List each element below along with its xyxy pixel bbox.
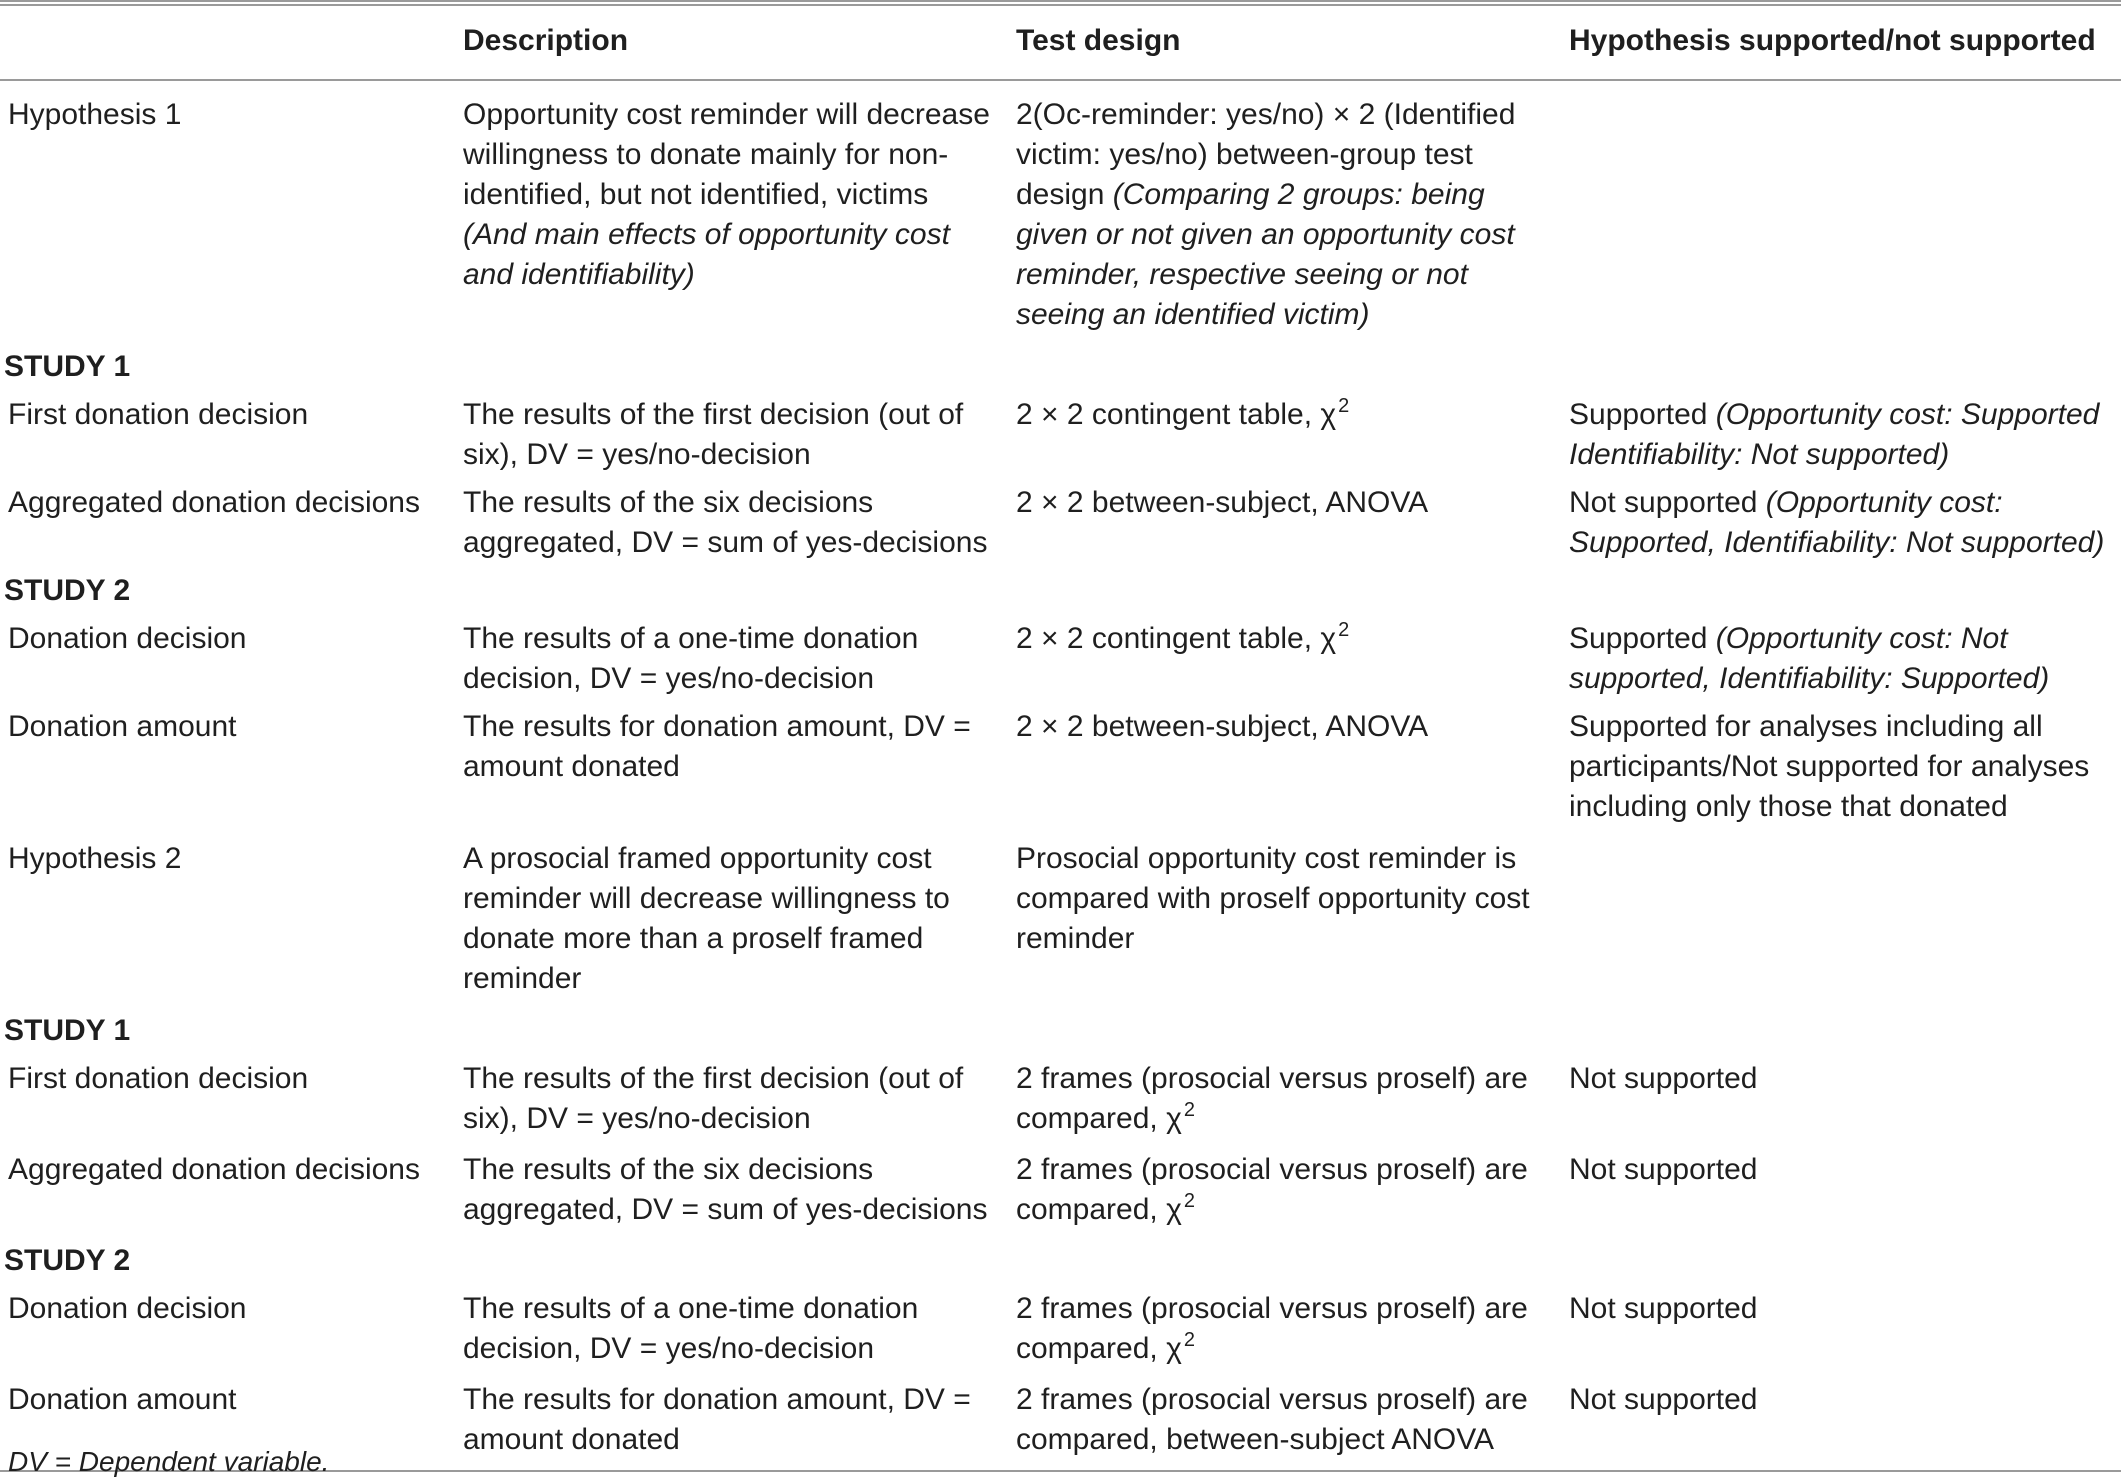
row-result: Not supported <box>1569 1292 1758 1325</box>
row-test-design <box>1008 615 1561 703</box>
row-label: Hypothesis 2 <box>8 842 182 875</box>
row-description: The results of the six decisions aggregated, DV = sum of yes-decisions <box>463 1153 988 1226</box>
result-text: Supported <box>1569 398 1708 431</box>
result-text: Not supported <box>1569 486 1758 519</box>
chi-square-superscript: 2 <box>1183 1329 1195 1351</box>
chi-square-superscript: 2 <box>1338 395 1350 417</box>
row-description: The results of a one-time donation decision, DV = yes/no-decision <box>463 622 919 695</box>
study-heading: STUDY 1 <box>4 350 131 383</box>
header-test-design: Test design <box>1016 24 1181 57</box>
test-design-text: 2 × 2 contingent table, χ <box>1016 622 1337 655</box>
result-note: (Opportunity cost: Supported Identifiability: Not supported) <box>1569 398 2100 471</box>
row-description: A prosocial framed opportunity cost reminder will decrease willingness to donate more than a proself framed reminder <box>463 842 950 995</box>
table-row <box>0 703 2121 835</box>
table-row-hypothesis-2 <box>0 835 2121 1007</box>
test-design-text: 2(Oc-reminder: yes/no) × 2 (Identified victim: yes/no) between-group test design <box>1016 98 1516 211</box>
row-label: Aggregated donation decisions <box>8 486 420 519</box>
table-footnote: DV = Dependent variable. <box>8 1446 330 1477</box>
table-row <box>0 1055 2121 1146</box>
description-text: Opportunity cost reminder will decrease willingness to donate mainly for non-identified, but not identified, victims <box>463 98 990 211</box>
row-label: First donation decision <box>8 398 309 431</box>
description-note: (And main effects of opportunity cost and identifiability) <box>463 218 950 291</box>
row-description: The results of the six decisions aggregated, DV = sum of yes-decisions <box>463 486 988 559</box>
header-blank <box>0 1 455 80</box>
row-test-design <box>1008 1055 1561 1146</box>
study-heading-row <box>0 1237 2121 1285</box>
result-note: (Opportunity cost: Not supported, Identifiability: Supported) <box>1569 622 2050 695</box>
study-heading-row <box>0 567 2121 615</box>
row-label: First donation decision <box>8 1062 309 1095</box>
chi-square-superscript: 2 <box>1183 1190 1195 1212</box>
row-description: The results of the first decision (out of six), DV = yes/no-decision <box>463 398 964 471</box>
chi-square-superscript: 2 <box>1338 619 1350 641</box>
test-design-text: 2 frames (prosocial versus proself) are compared, χ <box>1016 1062 1528 1135</box>
row-test-design <box>1008 1146 1561 1237</box>
row-result: Supported for analyses including all participants/Not supported for analyses including only those that donated <box>1569 710 2090 823</box>
row-result <box>1561 80 2121 343</box>
table-row-hypothesis-1 <box>0 80 2121 343</box>
row-test-design: Prosocial opportunity cost reminder is compared with proself opportunity cost reminder <box>1016 842 1530 955</box>
study-heading: STUDY 2 <box>4 1244 131 1277</box>
header-hypothesis-result: Hypothesis supported/not supported <box>1569 24 2096 57</box>
row-result: Not supported <box>1569 1062 1758 1095</box>
row-result <box>1561 835 2121 1007</box>
table-header-row <box>0 1 2121 80</box>
test-design-text: 2 × 2 contingent table, χ <box>1016 398 1337 431</box>
study-heading-row <box>0 1007 2121 1055</box>
test-design-text: 2 frames (prosocial versus proself) are compared, χ <box>1016 1292 1528 1365</box>
row-description: The results of the first decision (out of six), DV = yes/no-decision <box>463 1062 964 1135</box>
row-result <box>1561 615 2121 703</box>
table-row <box>0 479 2121 567</box>
chi-square-superscript: 2 <box>1183 1099 1195 1121</box>
row-result <box>1561 479 2121 567</box>
row-label: Donation amount <box>8 1383 237 1416</box>
row-test-design <box>1008 391 1561 479</box>
study-heading-row <box>0 343 2121 391</box>
row-label: Hypothesis 1 <box>8 98 182 131</box>
table-row <box>0 391 2121 479</box>
row-test-design: 2 × 2 between-subject, ANOVA <box>1016 710 1429 743</box>
row-label: Donation decision <box>8 622 247 655</box>
table-row <box>0 1285 2121 1376</box>
test-design-text: 2 frames (prosocial versus proself) are compared, χ <box>1016 1153 1528 1226</box>
row-label: Aggregated donation decisions <box>8 1153 420 1186</box>
row-test-design <box>1008 1285 1561 1376</box>
row-test-design: 2 frames (prosocial versus proself) are compared, between-subject ANOVA <box>1016 1383 1528 1456</box>
row-result <box>1561 391 2121 479</box>
table-row <box>0 1146 2121 1237</box>
result-text: Supported <box>1569 622 1708 655</box>
row-description: The results for donation amount, DV = amount donated <box>463 710 971 783</box>
result-note: (Opportunity cost: Supported <box>1569 486 2003 559</box>
row-test-design <box>1008 80 1561 343</box>
result-note: , Identifiability: Not supported) <box>1707 526 2105 559</box>
row-label: Donation amount <box>8 710 237 743</box>
study-heading: STUDY 2 <box>4 574 131 607</box>
header-description: Description <box>463 24 629 57</box>
test-design-note: (Comparing 2 groups: being given or not given an opportunity cost reminder, respective seeing or not seeing an identified victim) <box>1016 178 1515 331</box>
row-result: Not supported <box>1569 1383 1758 1416</box>
row-description: The results of a one-time donation decision, DV = yes/no-decision <box>463 1292 919 1365</box>
row-label: Donation decision <box>8 1292 247 1325</box>
row-description <box>455 80 1008 343</box>
study-heading: STUDY 1 <box>4 1014 131 1047</box>
row-result: Not supported <box>1569 1153 1758 1186</box>
row-test-design: 2 × 2 between-subject, ANOVA <box>1016 486 1429 519</box>
table-row <box>0 615 2121 703</box>
row-description: The results for donation amount, DV = amount donated <box>463 1383 971 1456</box>
